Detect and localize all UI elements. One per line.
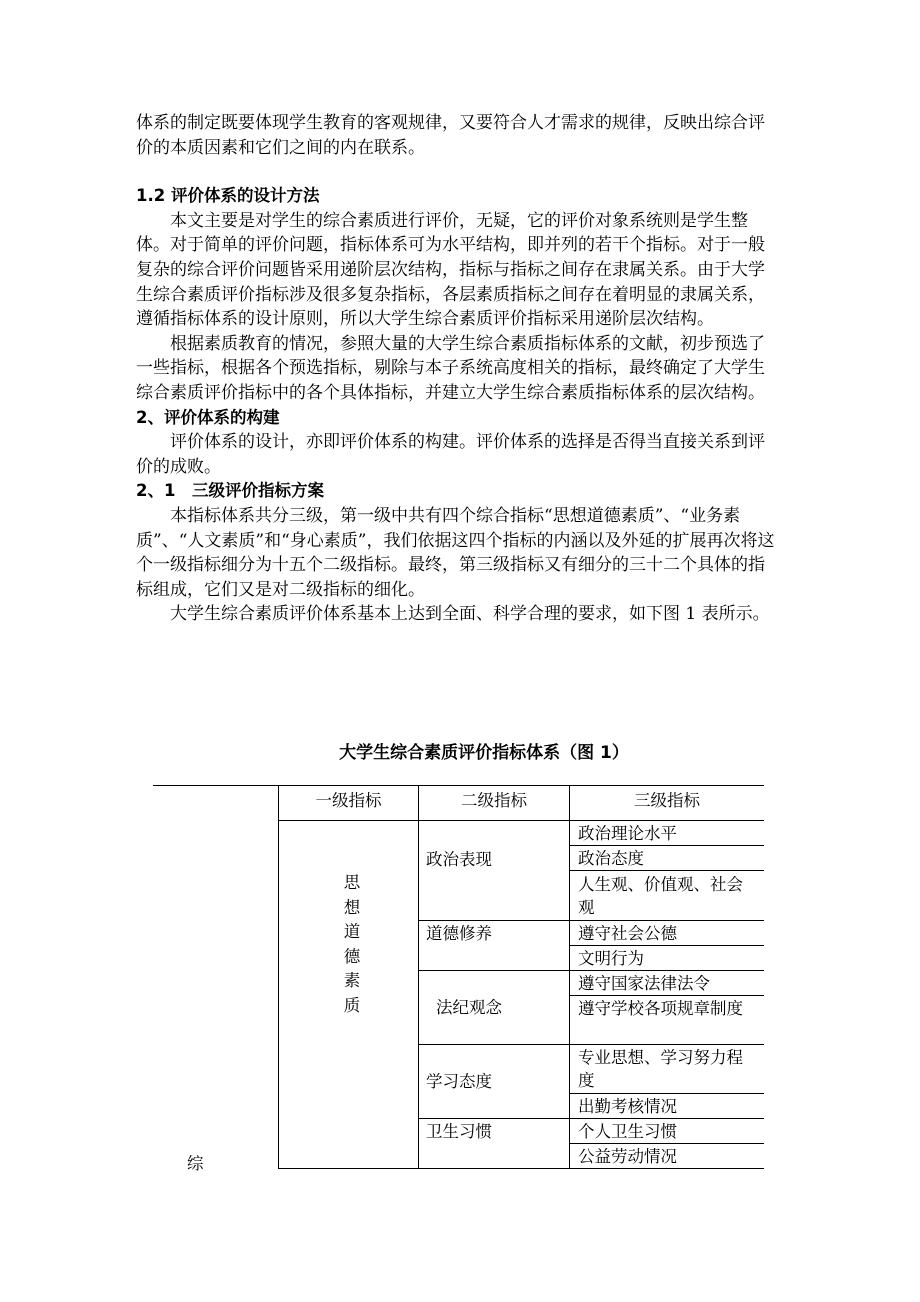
table-rule [569, 1143, 764, 1144]
table-rule [569, 870, 764, 871]
level-2-cell: 卫生习惯 [426, 1122, 492, 1141]
level-3-cell: 专业思想、学习努力程度 [578, 1048, 743, 1090]
table-rule [278, 785, 279, 1169]
table-rule [569, 845, 764, 846]
table-rule [278, 820, 764, 821]
level-3-cell: 出勤考核情况 [578, 1097, 677, 1116]
level-1-label [337, 871, 367, 1018]
level-1-char: 想 [343, 897, 361, 917]
section-1-2-paragraph-1: 本文主要是对学生的综合素质进行评价，无疑，它的评价对象系统则是学生整体。对于简单的评价问题，指标体系可为水平结构，即并列的若干个指标。对于一般复杂的综合评价问题皆采用递阶层次结构，指标与指标之间存在隶属关系。由于大学生综合素质评价指标涉及很多复杂指标，各层素质指标之间存在着明显的隶属关系，遵循指标体系的设计原则，所以大学生综合素质评价指标采用递阶层次结构。 [136, 210, 765, 330]
header-level-1: 一级指标 [315, 791, 382, 810]
table-rule [569, 995, 764, 996]
level-3-cell: 遵守国家法律法令 [578, 974, 710, 993]
level-3-cell: 人生观、价值观、社会观 [578, 875, 743, 917]
level-3-cell: 个人卫生习惯 [578, 1122, 677, 1141]
level-1-char: 思 [343, 873, 361, 892]
level-1-char: 质 [343, 995, 361, 1015]
table-rule [278, 1168, 764, 1169]
table-rule [569, 1093, 764, 1094]
level-3-cell: 文明行为 [578, 949, 644, 968]
section-1-2-heading: 1.2 评价体系的设计方法 [136, 186, 320, 206]
table-rule [418, 785, 419, 1169]
level-2-cell: 学习态度 [426, 1072, 492, 1091]
level-2-cell: 法纪观念 [436, 998, 502, 1017]
side-label: 综 [187, 1154, 204, 1173]
table-rule [418, 1044, 764, 1045]
section-2-1-heading: 2、1 三级评价指标方案 [136, 481, 324, 501]
section-2-paragraph: 评价体系的设计，亦即评价体系的构建。评价体系的选择是否得当直接关系到评价的成败。 [136, 432, 765, 477]
table-rule [569, 945, 764, 946]
table-rule [418, 970, 764, 971]
level-3-cell: 遵守社会公德 [578, 924, 677, 943]
header-level-2: 二级指标 [461, 791, 527, 810]
section-2-heading: 2、评价体系的构建 [136, 407, 280, 427]
intro-paragraph: 体系的制定既要体现学生教育的客观规律，又要符合人才需求的规律，反映出综合评价的本质因素和它们之间的内在联系。 [136, 113, 765, 158]
section-1-2-paragraph-2: 根据素质教育的情况，参照大量的大学生综合素质指标体系的文献，初步预选了一些指标，根据各个预选指标，剔除与本子系统高度相关的指标，最终确定了大学生综合素质评价指标中的各个具体指标，并建立大学生综合素质指标体系的层次结构。 [136, 333, 765, 403]
table-rule [418, 1118, 764, 1119]
level-3-cell: 政治理论水平 [578, 824, 677, 843]
table-rule [569, 785, 570, 1169]
level-3-cell: 政治态度 [578, 849, 644, 868]
level-1-char: 道 [343, 922, 361, 941]
level-2-cell: 政治表现 [426, 850, 492, 869]
table-title: 大学生综合素质评价指标体系（图 1） [339, 743, 629, 763]
level-1-char: 德 [343, 946, 361, 966]
section-2-1-paragraph-2: 大学生综合素质评价体系基本上达到全面、科学合理的要求，如下图 1 表所示。 [170, 604, 770, 625]
level-3-cell: 公益劳动情况 [578, 1147, 677, 1166]
level-2-cell: 道德修养 [426, 924, 492, 943]
table-rule [418, 920, 764, 921]
level-1-char: 素 [343, 971, 361, 990]
body-text [136, 111, 776, 627]
level-3-cell: 遵守学校各项规章制度 [578, 999, 743, 1018]
table-rule [153, 785, 764, 786]
header-level-3: 三级指标 [634, 791, 700, 810]
section-2-1-paragraph-1: 本指标体系共分三级，第一级中共有四个综合指标“思想道德素质”、“业务素质”、“人文素质”和“身心素质”，我们依据这四个指标的内涵以及外延的扩展再次将这个一级指标细分为十五个二级指标。最终，第三级指标又有细分的三十二个具体的指标组成，它们又是对二级指标的细化。 [136, 505, 775, 600]
